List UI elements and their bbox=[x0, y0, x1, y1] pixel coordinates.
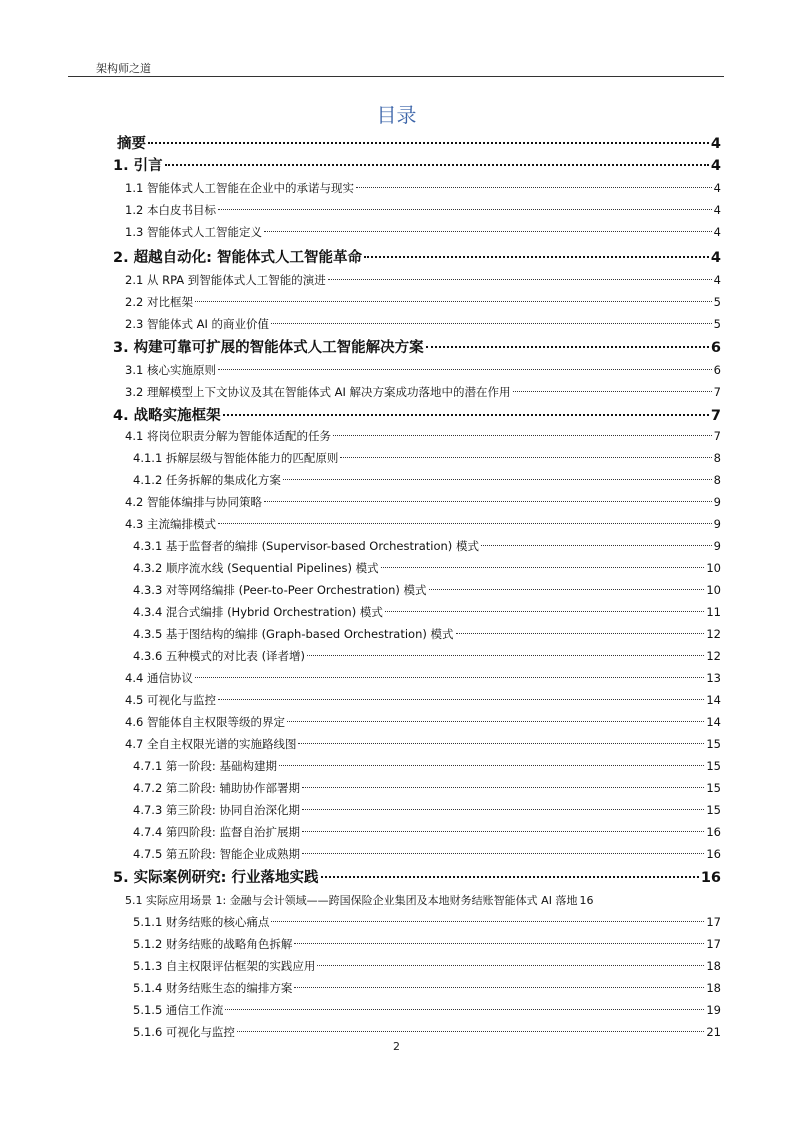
toc-entry[interactable]: 4.1.2 任务拆解的集成化方案 8 bbox=[133, 473, 721, 487]
toc-entry[interactable]: 4.3.4 混合式编排 (Hybrid Orchestration) 模式 11 bbox=[133, 605, 721, 619]
toc-title: 目录 bbox=[376, 103, 417, 127]
toc-entry[interactable]: 3. 构建可靠可扩展的智能体式人工智能解决方案 6 bbox=[113, 340, 721, 356]
toc-entry[interactable]: 5.1.6 可视化与监控 21 bbox=[133, 1025, 721, 1039]
toc-entry[interactable]: 摘要 4 bbox=[117, 136, 721, 152]
toc-entry[interactable]: 4.1.1 拆解层级与智能体能力的匹配原则 8 bbox=[133, 451, 721, 465]
running-header: 架构师之道 bbox=[96, 62, 151, 75]
toc-entry[interactable]: 1.1 智能体式人工智能在企业中的承诺与现实 4 bbox=[125, 181, 721, 195]
toc-entry[interactable]: 4.3.6 五种模式的对比表 (译者增) 12 bbox=[133, 649, 721, 663]
toc-entry[interactable]: 2.1 从 RPA 到智能体式人工智能的演进 4 bbox=[125, 273, 721, 287]
toc-entry[interactable]: 4. 战略实施框架 7 bbox=[113, 408, 721, 424]
toc-entry[interactable]: 4.7.1 第一阶段: 基础构建期 15 bbox=[133, 759, 721, 773]
toc-entry[interactable]: 2. 超越自动化: 智能体式人工智能革命 4 bbox=[113, 250, 721, 266]
toc-entry[interactable]: 4.3.1 基于监督者的编排 (Supervisor-based Orchestration) 模式 9 bbox=[133, 539, 721, 553]
toc-entry[interactable]: 5.1.4 财务结账生态的编排方案 18 bbox=[133, 981, 721, 995]
toc-entry[interactable]: 5.1.3 自主权限评估框架的实践应用 18 bbox=[133, 959, 721, 973]
toc-entry[interactable]: 4.7 全自主权限光谱的实施路线图 15 bbox=[125, 737, 721, 751]
toc-entry[interactable]: 4.3.3 对等网络编排 (Peer-to-Peer Orchestration) 模式 10 bbox=[133, 583, 721, 597]
toc-entry[interactable]: 4.5 可视化与监控 14 bbox=[125, 693, 721, 707]
toc-entry[interactable]: 4.7.4 第四阶段: 监督自治扩展期 16 bbox=[133, 825, 721, 839]
toc-entry[interactable]: 1.3 智能体式人工智能定义 4 bbox=[125, 225, 721, 239]
toc-entry[interactable]: 4.4 通信协议 13 bbox=[125, 671, 721, 685]
toc-entry[interactable]: 5. 实际案例研究: 行业落地实践 16 bbox=[113, 870, 721, 886]
toc-entry[interactable]: 2.3 智能体式 AI 的商业价值 5 bbox=[125, 317, 721, 331]
toc-entry[interactable]: 4.7.2 第二阶段: 辅助协作部署期 15 bbox=[133, 781, 721, 795]
toc-entry[interactable]: 4.3.5 基于图结构的编排 (Graph-based Orchestration) 模式 12 bbox=[133, 627, 721, 641]
toc-entry[interactable]: 1.2 本白皮书目标 4 bbox=[125, 203, 721, 217]
toc-entry[interactable]: 4.7.3 第三阶段: 协同自治深化期 15 bbox=[133, 803, 721, 817]
toc-entry[interactable]: 4.6 智能体自主权限等级的界定 14 bbox=[125, 715, 721, 729]
toc-entry[interactable]: 4.7.5 第五阶段: 智能企业成熟期 16 bbox=[133, 847, 721, 861]
toc-entry[interactable]: 2.2 对比框架 5 bbox=[125, 295, 721, 309]
toc-entry[interactable]: 3.2 理解模型上下文协议及其在智能体式 AI 解决方案成功落地中的潜在作用 7 bbox=[125, 385, 721, 399]
toc-entry[interactable]: 3.1 核心实施原则 6 bbox=[125, 363, 721, 377]
toc-entry[interactable]: 5.1.1 财务结账的核心痛点 17 bbox=[133, 915, 721, 929]
toc-entry[interactable]: 4.1 将岗位职责分解为智能体适配的任务 7 bbox=[125, 429, 721, 443]
toc-entry[interactable]: 4.3.2 顺序流水线 (Sequential Pipelines) 模式 10 bbox=[133, 561, 721, 575]
toc-entry[interactable]: 5.1.5 通信工作流 19 bbox=[133, 1003, 721, 1017]
header-rule bbox=[68, 76, 724, 77]
toc-entry[interactable]: 4.2 智能体编排与协同策略 9 bbox=[125, 495, 721, 509]
page-number: 2 bbox=[393, 1040, 400, 1053]
toc-entry[interactable]: 1. 引言 4 bbox=[113, 158, 721, 174]
toc-entry[interactable]: 4.3 主流编排模式 9 bbox=[125, 517, 721, 531]
toc-entry[interactable]: 5.1 实际应用场景 1: 金融与会计领域——跨国保险企业集团及本地财务结账智能体式 AI 落地 16 bbox=[125, 894, 594, 907]
toc-entry[interactable]: 5.1.2 财务结账的战略角色拆解 17 bbox=[133, 937, 721, 951]
